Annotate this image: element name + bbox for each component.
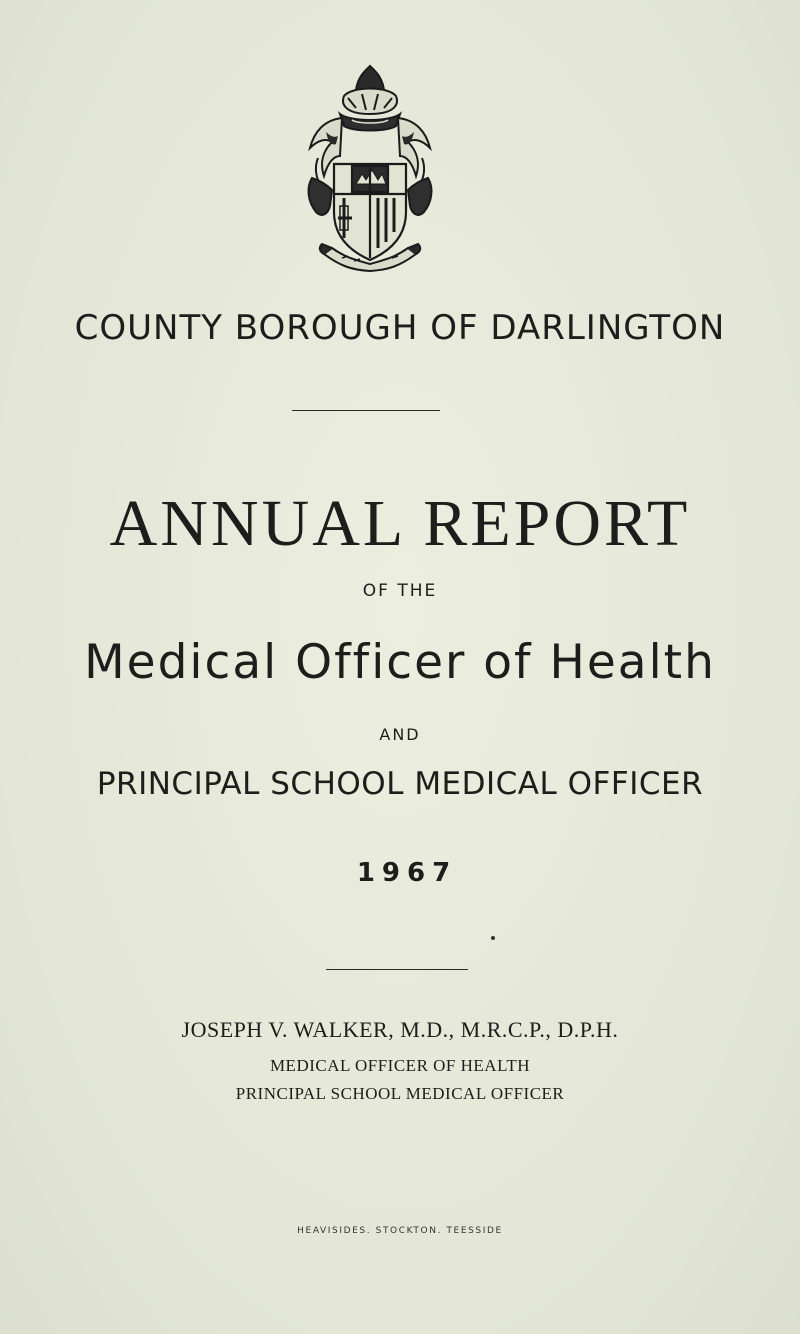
printer-imprint: HEAVISIDES. STOCKTON. TEESSIDE <box>297 1226 503 1236</box>
dot-mark <box>491 936 495 940</box>
author-role-moh: MEDICAL OFFICER OF HEALTH <box>269 1056 531 1075</box>
report-year: 1967 <box>356 858 458 888</box>
top-divider <box>292 410 440 411</box>
bottom-divider <box>326 969 468 970</box>
report-title: ANNUAL REPORT <box>109 487 691 560</box>
of-the-label: OF THE <box>362 581 438 601</box>
author-name: JOSEPH V. WALKER, M.D., M.R.C.P., D.P.H. <box>181 1017 619 1042</box>
coat-of-arms-icon <box>296 62 444 272</box>
school-officer-title: PRINCIPAL SCHOOL MEDICAL OFFICER <box>96 766 704 802</box>
author-role-psmo: PRINCIPAL SCHOOL MEDICAL OFFICER <box>235 1084 565 1103</box>
and-label: AND <box>379 725 421 744</box>
borough-heading: COUNTY BOROUGH OF DARLINGTON <box>74 308 726 348</box>
officer-title: Medical Officer of Health <box>84 635 716 690</box>
